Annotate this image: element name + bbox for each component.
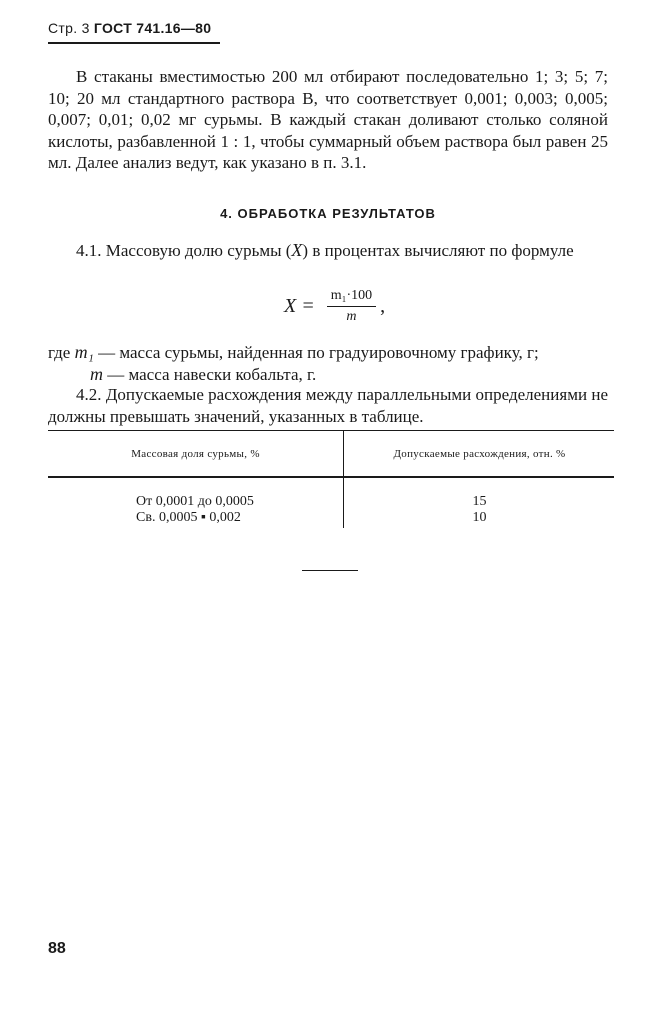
table-row-2-range: Св. 0,0005 ▪ 0,002 <box>136 510 241 525</box>
page-label: Стр. 3 <box>48 20 90 36</box>
where-line-1 <box>48 342 539 364</box>
paragraph-4-2: 4.2. Допускаемые расхождения между параллельными определениями не должны превышать значений, указанных в таблице. <box>48 385 608 426</box>
table-row-1-value: 15 <box>472 494 487 509</box>
where-var-m1: m₁ <box>74 342 94 362</box>
where-desc-m: — масса навески кобальта, г. <box>103 364 317 384</box>
table-header-fraction: Массовая доля сурьмы, % <box>131 448 260 460</box>
header-underline <box>48 42 220 44</box>
formula-fraction <box>327 288 376 325</box>
paragraph-4-1-after: ) в процентах вычисляют по формуле <box>302 241 574 260</box>
formula <box>284 288 385 325</box>
formula-denominator: m <box>346 309 357 324</box>
table-header-tolerance: Допускаемые расхождения, отн. % <box>393 448 566 460</box>
end-rule <box>302 570 358 571</box>
section-title: 4. ОБРАБОТКА РЕЗУЛЬТАТОВ <box>220 206 436 221</box>
paragraph-4-1 <box>48 240 608 262</box>
formula-numerator: m₁·100 <box>330 288 373 303</box>
formula-lhs: X = <box>284 295 315 317</box>
where-prefix: где <box>48 343 71 362</box>
where-clause <box>48 342 539 385</box>
table-row-2-value: 10 <box>472 510 487 525</box>
formula-trail: , <box>380 295 386 317</box>
table-row-1-range: От 0,0001 до 0,0005 <box>136 494 254 509</box>
where-var-m: m <box>90 363 103 384</box>
page-number: 88 <box>48 940 66 957</box>
paragraph-4-1-before: 4.1. Массовую долю сурьмы ( <box>76 241 292 260</box>
page-header <box>48 20 211 36</box>
table-header-rule <box>48 476 614 478</box>
paragraph-calibration: В стаканы вместимостью 200 мл отбирают последовательно 1; 3; 5; 7; 10; 20 мл стандартного раствора В, что соответствует 0,001; 0,003; 0,005; 0,007; 0,01; 0,02 мг сурьмы. В каждый стакан доливают столько соляной кислоты, разбавленной 1 : 1, чтобы суммарный объем раствора был равен 25 мл. Далее анализ ведут, как указано в п. 3.1. <box>48 67 608 172</box>
standard-code: ГОСТ 741.16—80 <box>93 20 212 36</box>
tolerance-table <box>48 430 614 528</box>
table-column-divider <box>343 430 344 528</box>
where-desc-m1: — масса сурьмы, найденная по градуировочному графику, г; <box>93 343 539 362</box>
variable-x: X <box>291 240 303 260</box>
where-line-2 <box>48 364 539 386</box>
table-top-rule <box>48 430 614 431</box>
